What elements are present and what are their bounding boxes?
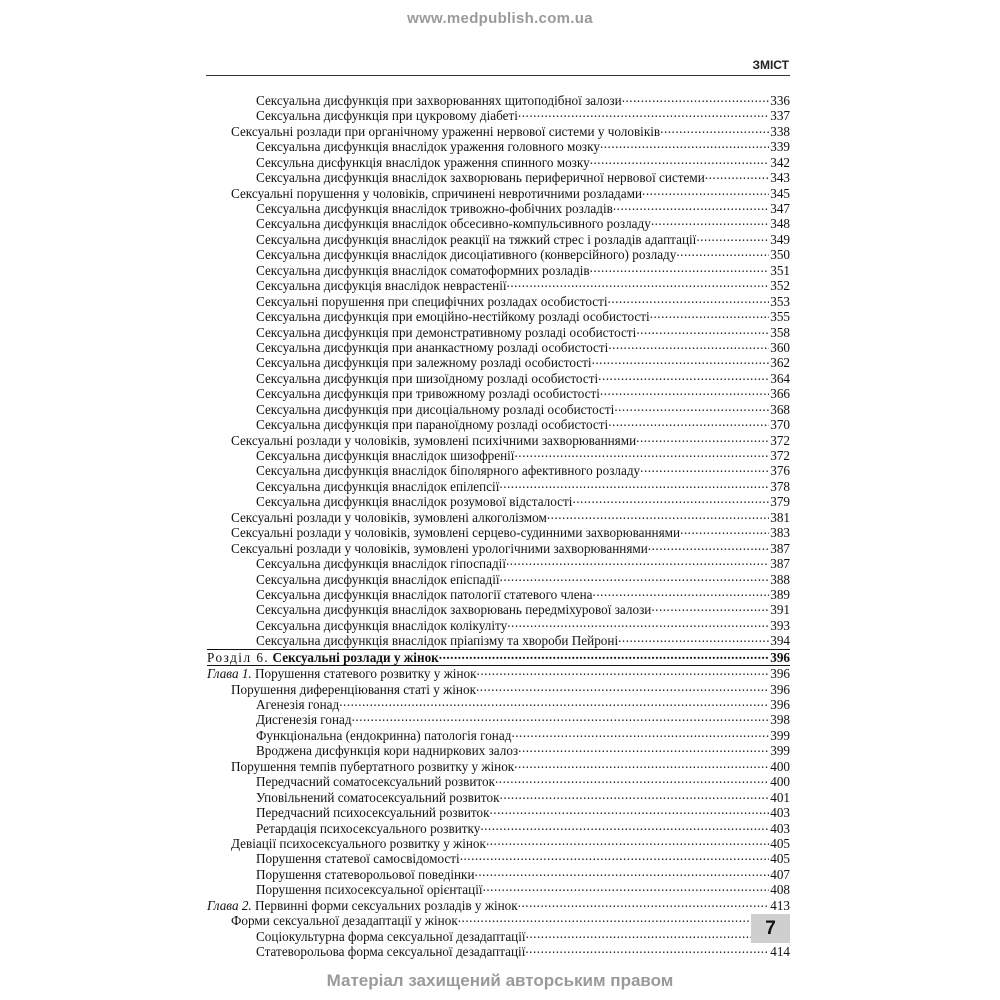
toc-entry-prefix: Глава 1. bbox=[207, 666, 252, 682]
toc-dot-leader bbox=[352, 709, 770, 724]
toc-entry-text: Сексуальна дисфункція при демонстративному розладі особистості bbox=[256, 324, 637, 340]
toc-entry-text: Сексуальна дисфукція внаслідок неврастенії bbox=[256, 278, 507, 294]
toc-entry-title bbox=[231, 510, 547, 525]
running-header-title: ЗМІСТ bbox=[752, 58, 789, 72]
toc-entry-title bbox=[256, 170, 705, 185]
toc-dot-leader bbox=[618, 630, 769, 645]
toc-entry-text: Сексуальна дисфункція внаслідок епілепсії bbox=[256, 478, 500, 494]
toc-dot-leader bbox=[651, 599, 769, 614]
toc-page-number: 387 bbox=[770, 556, 790, 572]
toc-dot-leader bbox=[511, 725, 769, 740]
toc-entry-text: Сексуальні порушення у чоловіків, спричинені невротичними розладами bbox=[231, 185, 643, 201]
toc-page-number: 400 bbox=[770, 758, 790, 774]
toc-page-number: 345 bbox=[770, 185, 790, 201]
toc-entry-text: Сексуальні розлади у жінок bbox=[272, 649, 439, 665]
toc-dot-leader bbox=[500, 787, 770, 802]
toc-dot-leader bbox=[598, 368, 769, 383]
toc-page-number: 401 bbox=[770, 789, 790, 805]
toc-entry-title bbox=[256, 494, 572, 509]
toc-entry-title bbox=[256, 618, 507, 633]
toc-entry-title bbox=[256, 386, 600, 401]
toc-entry-title bbox=[256, 402, 614, 417]
toc-dot-leader bbox=[518, 105, 769, 120]
toc-dot-leader bbox=[592, 352, 770, 367]
toc-dot-leader bbox=[480, 818, 769, 833]
toc-entry-text: Сексуальна дисфункція внаслідок пріапізму та хвороби Пейроні bbox=[256, 633, 619, 649]
toc-entry-text: Сексуальна дисфункція при дисоціальному розладі особистості bbox=[256, 401, 615, 417]
toc-dot-leader bbox=[475, 864, 770, 879]
toc-entry-title bbox=[231, 836, 486, 851]
toc-entry-title bbox=[207, 666, 477, 681]
toc-entry-title bbox=[256, 556, 506, 571]
toc-entry-text: Статеворольова форма сексуальної дезадаптації bbox=[256, 944, 526, 960]
toc-entry-title bbox=[231, 124, 660, 139]
toc-dot-leader bbox=[600, 383, 769, 398]
toc-dot-leader bbox=[490, 802, 770, 817]
toc-entry-title bbox=[256, 216, 651, 231]
toc-entry-title bbox=[231, 525, 680, 540]
toc-dot-leader bbox=[458, 910, 769, 925]
toc-entry-text: Передчасний соматосексуальний розвиток bbox=[256, 774, 495, 790]
toc-entry-text: Дисгенезія гонад bbox=[256, 712, 352, 728]
toc-page-number: 396 bbox=[770, 681, 790, 697]
toc-page-number: 362 bbox=[770, 355, 790, 371]
toc-entry-text: Порушення статевої самосвідомості bbox=[256, 851, 460, 867]
toc-page-number: 394 bbox=[770, 633, 790, 649]
toc-dot-leader bbox=[339, 694, 769, 709]
toc-entry-title bbox=[256, 851, 460, 866]
toc-page-number: 396 bbox=[770, 666, 790, 682]
toc-dot-leader bbox=[642, 183, 769, 198]
toc-page-number: 391 bbox=[770, 602, 790, 618]
toc-dot-leader bbox=[514, 756, 769, 771]
toc-page-number: 351 bbox=[770, 262, 790, 278]
toc-entry-title bbox=[256, 697, 339, 712]
toc-page-number: 342 bbox=[770, 154, 790, 170]
toc-page-number: 408 bbox=[770, 882, 790, 898]
toc-dot-leader bbox=[650, 306, 770, 321]
toc-dot-leader bbox=[613, 198, 769, 213]
toc-entry-text: Сексуальна дисфункція внаслідок гіпоспадії bbox=[256, 556, 506, 572]
toc-page-number: 376 bbox=[770, 463, 790, 479]
toc-dot-leader bbox=[460, 848, 770, 863]
toc-page-number: 360 bbox=[770, 339, 790, 355]
toc-page-number: 405 bbox=[770, 835, 790, 851]
toc-entry-text: Сексуальна дисфункція внаслідок колікуліту bbox=[256, 617, 508, 633]
toc-dot-leader bbox=[500, 569, 770, 584]
toc-page-number: 399 bbox=[770, 743, 790, 759]
toc-entry-title bbox=[256, 448, 514, 463]
toc-dot-leader bbox=[572, 491, 769, 506]
toc-entry-text: Девіації психосексуального розвитку у жінок bbox=[231, 835, 486, 851]
toc-dot-leader bbox=[495, 771, 769, 786]
toc-dot-leader bbox=[486, 833, 769, 848]
toc-entry-text: Форми сексуальної дезадаптації у жінок bbox=[231, 913, 458, 929]
toc-page-number: 388 bbox=[770, 571, 790, 587]
toc-entry-title bbox=[256, 944, 525, 959]
toc-entry-title bbox=[231, 759, 514, 774]
toc-entry-text: Функціональна (ендокринна) патологія гонад bbox=[256, 727, 512, 743]
toc-dot-leader bbox=[622, 90, 770, 105]
toc-entry-text: Сексуальна дисфункція при шизоїдному розладі особистості bbox=[256, 370, 599, 386]
toc-page-number: 413 bbox=[770, 897, 790, 913]
toc-dot-leader bbox=[547, 507, 769, 522]
toc-entry-title bbox=[256, 155, 590, 170]
toc-page-number: 347 bbox=[770, 201, 790, 217]
toc-page-number: 407 bbox=[770, 866, 790, 882]
toc-entry-text: Сексуальна дисфункція внаслідок епіспадії bbox=[256, 571, 500, 587]
toc-dot-leader bbox=[507, 615, 769, 630]
toc-dot-leader bbox=[526, 926, 770, 941]
toc-entry-title bbox=[256, 712, 352, 727]
toc-dot-leader bbox=[696, 229, 769, 244]
toc-entry-title bbox=[256, 882, 483, 897]
toc-entry-prefix: Розділ 6. bbox=[207, 649, 270, 665]
toc-entry-text: Сексуальна дисфункція внаслідок патології статевого члена bbox=[256, 586, 593, 602]
toc-dot-leader bbox=[477, 663, 770, 678]
site-url: www.medpublish.com.ua bbox=[407, 10, 593, 27]
toc-page-number: 381 bbox=[770, 509, 790, 525]
toc-entry-text: Порушення диференціювання статі у жінок bbox=[231, 681, 476, 697]
toc-page-number: 387 bbox=[770, 540, 790, 556]
toc-page-number: 396 bbox=[770, 649, 790, 665]
toc-entry-text: Сексуальна дисфункція при тривожному розладі особистості bbox=[256, 386, 600, 402]
toc-entry-text: Сексуальна дисфункція при параноїдному розладі особистості bbox=[256, 417, 609, 433]
toc-dot-leader bbox=[499, 476, 769, 491]
toc-entry-text: Порушення статеворольової поведінки bbox=[256, 866, 475, 882]
toc-dot-leader bbox=[636, 322, 769, 337]
toc-entry-text: Первинні форми сексуальних розладів у жінок bbox=[255, 897, 518, 913]
toc-entry-text: Сексуальна дисфункція внаслідок соматоформних розладів bbox=[256, 262, 590, 278]
table-of-contents bbox=[207, 93, 790, 960]
toc-entry-title bbox=[256, 572, 500, 587]
toc-entry-text: Сексуальна дисфункція внаслідок розумової відсталості bbox=[256, 494, 573, 510]
toc-page-number: 372 bbox=[770, 448, 790, 464]
toc-entry-text: Сексуальні розлади при органічному ураженні нервової системи у чоловіків bbox=[231, 123, 661, 139]
toc-page-number: 349 bbox=[770, 231, 790, 247]
toc-dot-leader bbox=[600, 136, 769, 151]
toc-dot-leader bbox=[640, 460, 769, 475]
toc-entry-title bbox=[256, 294, 608, 309]
toc-entry-text: Сексуальна дисфункція внаслідок шизофренії bbox=[256, 448, 515, 464]
toc-entry-title bbox=[256, 309, 650, 324]
toc-entry-text: Сексуальні розлади у чоловіків, зумовлені серцево-судинними захворюваннями bbox=[231, 525, 681, 541]
toc-entry-title bbox=[256, 417, 608, 432]
toc-page-number: 403 bbox=[770, 805, 790, 821]
toc-entry-title bbox=[256, 728, 511, 743]
toc-page-number: 398 bbox=[770, 712, 790, 728]
toc-page-number: 389 bbox=[770, 586, 790, 602]
toc-entry-title bbox=[256, 139, 600, 154]
toc-dot-leader bbox=[590, 152, 770, 167]
toc-page-number: 399 bbox=[770, 727, 790, 743]
toc-entry-text: Сексуальна дисфункція внаслідок захворювань периферичної нервової системи bbox=[256, 170, 705, 186]
toc-dot-leader bbox=[439, 647, 769, 662]
toc-page-number: 400 bbox=[770, 774, 790, 790]
toc-entry-text: Сексуальна дисфункція внаслідок ураження головного мозку bbox=[256, 139, 600, 155]
toc-entry-text: Сексуальна дисфункція при цукровому діабеті bbox=[256, 108, 518, 124]
toc-entry-text: Сексуальна дисфункція при залежному розладі особистості bbox=[256, 355, 592, 371]
toc-dot-leader bbox=[660, 121, 769, 136]
toc-row bbox=[207, 944, 790, 959]
toc-entry-title bbox=[256, 790, 500, 805]
toc-page-number: 337 bbox=[770, 108, 790, 124]
page-number: 7 bbox=[751, 914, 790, 943]
toc-dot-leader bbox=[483, 879, 770, 894]
toc-dot-leader bbox=[507, 275, 770, 290]
toc-dot-leader bbox=[705, 167, 769, 182]
toc-dot-leader bbox=[608, 337, 769, 352]
toc-page-number: 378 bbox=[770, 478, 790, 494]
toc-entry-text: Сексуальна дисфункція при захворюваннях щитоподібної залози bbox=[256, 92, 622, 108]
toc-dot-leader bbox=[506, 553, 769, 568]
toc-entry-title bbox=[256, 201, 613, 216]
toc-page-number: 368 bbox=[770, 401, 790, 417]
toc-page-number: 403 bbox=[770, 820, 790, 836]
toc-entry-title bbox=[256, 821, 480, 836]
toc-entry-title bbox=[256, 929, 526, 944]
toc-entry-text: Сексуальні розлади у чоловіків, зумовлені психічними захворюваннями bbox=[231, 432, 637, 448]
toc-page-number: 358 bbox=[770, 324, 790, 340]
header-rule bbox=[206, 75, 790, 76]
toc-entry-text: Сексуальна дисфункція внаслідок захворювань передміхурової залози bbox=[256, 602, 652, 618]
toc-page-number: 379 bbox=[770, 494, 790, 510]
toc-page-number: 393 bbox=[770, 617, 790, 633]
toc-dot-leader bbox=[476, 679, 769, 694]
toc-entry-title bbox=[256, 371, 598, 386]
copyright-notice: Матеріал захищений авторським правом bbox=[326, 971, 674, 990]
toc-page-number: 336 bbox=[770, 92, 790, 108]
toc-dot-leader bbox=[593, 584, 770, 599]
toc-dot-leader bbox=[676, 244, 769, 259]
toc-dot-leader bbox=[590, 260, 770, 275]
toc-entry-text: Порушення психосексуальної орієнтації bbox=[256, 882, 483, 898]
toc-entry-text: Передчасний психосексуальний розвиток bbox=[256, 805, 490, 821]
toc-entry-text: Сексульна дисфункція внаслідок ураження спинного мозку bbox=[256, 154, 590, 170]
toc-entry-text: Ретардація психосексуального розвитку bbox=[256, 820, 481, 836]
toc-entry-text: Сексуальна дисфункція внаслідок реакції на тяжкий стрес і розладів адаптації bbox=[256, 231, 697, 247]
toc-dot-leader bbox=[608, 414, 769, 429]
toc-page-number: 366 bbox=[770, 386, 790, 402]
toc-page-number: 383 bbox=[770, 525, 790, 541]
toc-dot-leader bbox=[518, 895, 770, 910]
toc-entry-text: Вроджена дисфункція кори надниркових залоз bbox=[256, 743, 519, 759]
toc-page-number: 372 bbox=[770, 432, 790, 448]
toc-entry-title bbox=[231, 913, 458, 928]
toc-entry-text: Сексуальні розлади у чоловіків, зумовлені урологічними захворюваннями bbox=[231, 540, 648, 556]
toc-entry-text: Порушення темпів пубертатного розвитку у жінок bbox=[231, 758, 515, 774]
toc-dot-leader bbox=[636, 430, 769, 445]
toc-entry-title bbox=[256, 232, 696, 247]
toc-entry-text: Сексуальна дисфункція при ананкастному розладі особистості bbox=[256, 339, 609, 355]
toc-entry-prefix: Глава 2. bbox=[207, 897, 252, 913]
toc-entry-title bbox=[256, 743, 518, 758]
toc-page-number: 348 bbox=[770, 216, 790, 232]
toc-entry-title bbox=[256, 325, 636, 340]
toc-dot-leader bbox=[680, 522, 769, 537]
toc-dot-leader bbox=[651, 213, 769, 228]
toc-dot-leader bbox=[518, 740, 769, 755]
toc-entry-title bbox=[207, 650, 439, 665]
toc-entry-title bbox=[256, 774, 495, 789]
toc-page-number: 352 bbox=[770, 278, 790, 294]
toc-entry-title bbox=[256, 108, 518, 123]
toc-entry-text: Агенезія гонад bbox=[256, 697, 340, 713]
toc-dot-leader bbox=[525, 941, 769, 956]
toc-entry-text: Сексуальна дисфункція внаслідок тривожно-фобічних розладів bbox=[256, 201, 613, 217]
toc-page-number: 339 bbox=[770, 139, 790, 155]
toc-entry-text: Сексуальна дисфункція при емоційно-нестійкому розладі особистості bbox=[256, 309, 650, 325]
toc-entry-text: Сексуальна дисфункція внаслідок дисоціативного (конверсійного) розладу bbox=[256, 247, 677, 263]
toc-entry-text: Сексуальні порушення при специфічних розладах особистості bbox=[256, 293, 608, 309]
toc-dot-leader bbox=[648, 538, 769, 553]
toc-page-number: 353 bbox=[770, 293, 790, 309]
toc-dot-leader bbox=[614, 399, 769, 414]
toc-entry-text: Сексуальна дисфункція внаслідок обсесивно-компульсивного розладу bbox=[256, 216, 651, 232]
toc-page-number: 364 bbox=[770, 370, 790, 386]
toc-page-number: 396 bbox=[770, 697, 790, 713]
toc-entry-title bbox=[256, 587, 593, 602]
toc-entry-title bbox=[231, 186, 642, 201]
toc-page-number: 405 bbox=[770, 851, 790, 867]
toc-entry-title bbox=[256, 805, 490, 820]
toc-row bbox=[207, 155, 790, 170]
toc-entry-title bbox=[256, 355, 592, 370]
toc-entry-text: Соціокультурна форма сексуальної дезадаптації bbox=[256, 928, 526, 944]
toc-dot-leader bbox=[514, 445, 769, 460]
toc-page-number: 343 bbox=[770, 170, 790, 186]
toc-page-number: 414 bbox=[770, 944, 790, 960]
toc-dot-leader bbox=[608, 291, 770, 306]
toc-entry-title bbox=[256, 278, 507, 293]
toc-page-number: 338 bbox=[770, 123, 790, 139]
toc-entry-text: Порушення статевого розвитку у жінок bbox=[255, 666, 477, 682]
toc-entry-title bbox=[256, 479, 499, 494]
toc-page-number: 355 bbox=[770, 309, 790, 325]
toc-entry-text: Сексуальні розлади у чоловіків, зумовлені алкоголізмом bbox=[231, 509, 547, 525]
toc-entry-text: Уповільнений соматосексуальний розвиток bbox=[256, 789, 500, 805]
toc-page-number: 370 bbox=[770, 417, 790, 433]
toc-entry-text: Сексуальна дисфункція внаслідок біполярного афективного розладу bbox=[256, 463, 641, 479]
toc-page-number: 350 bbox=[770, 247, 790, 263]
toc-entry-title bbox=[256, 867, 475, 882]
toc-entry-title bbox=[256, 340, 608, 355]
